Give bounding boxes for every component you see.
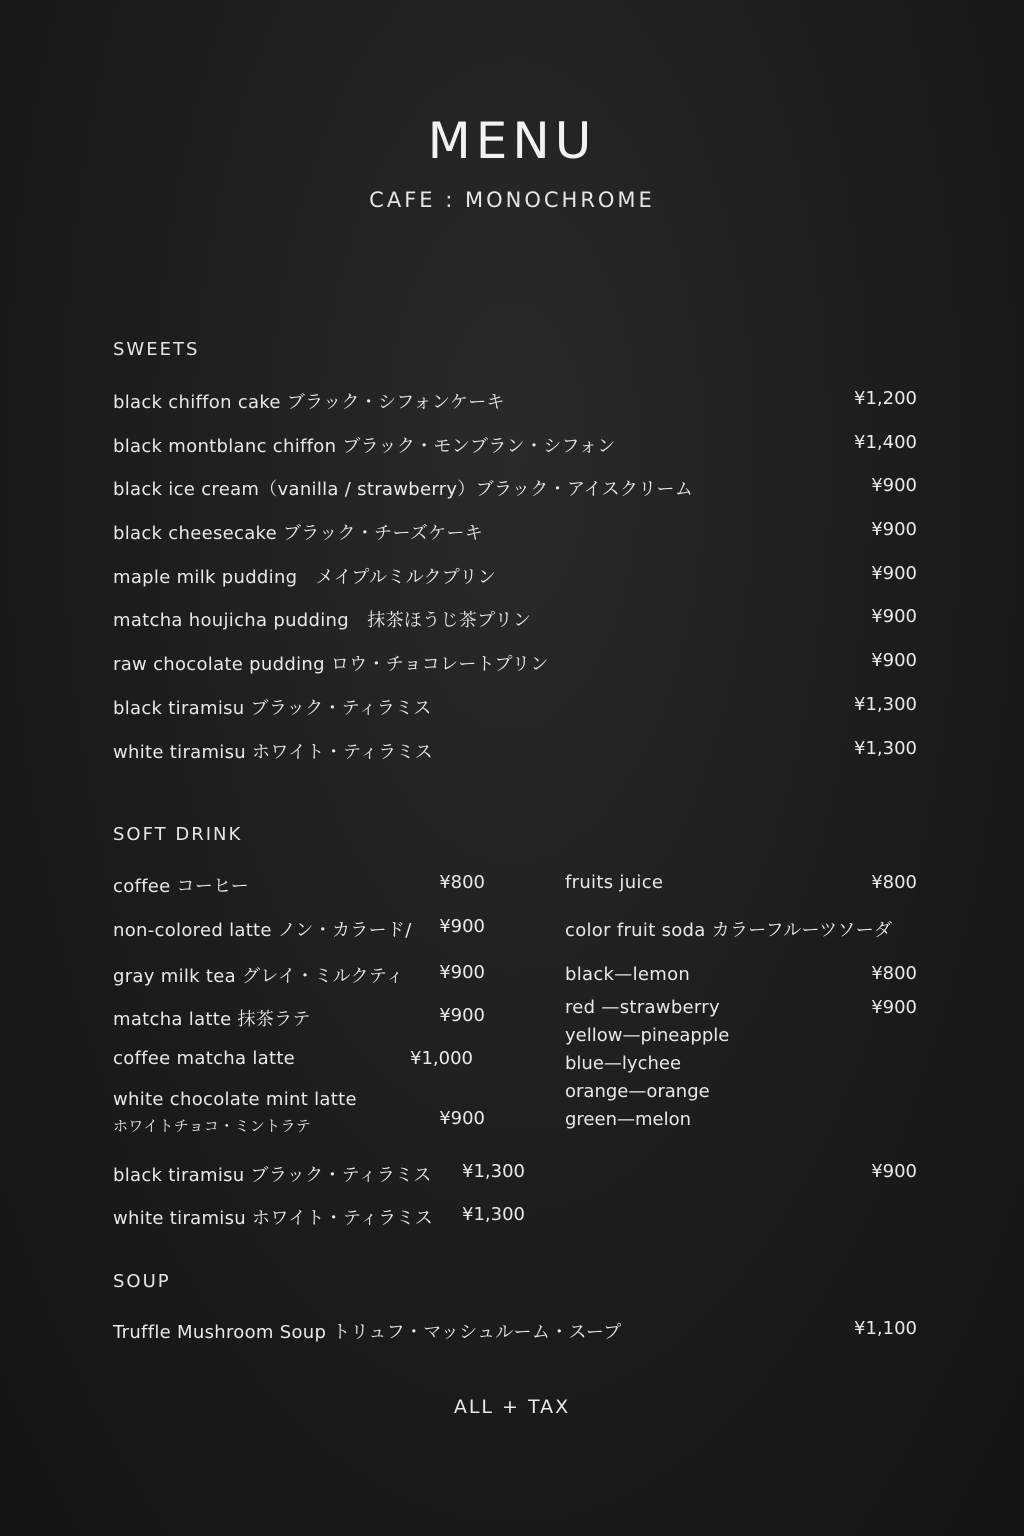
- drink-item-name: white tiramisu ホワイト・ティラミス: [113, 1208, 434, 1229]
- drink-item-price: ¥900: [439, 916, 485, 937]
- soda-color-item: green—melon: [565, 1109, 692, 1130]
- menu-item-name: white tiramisu ホワイト・ティラミス: [113, 742, 434, 763]
- drink-item-name: coffee コーヒー: [113, 876, 250, 897]
- menu-item-price: ¥900: [871, 650, 917, 671]
- menu-item-name: black chiffon cake ブラック・シフォンケーキ: [113, 392, 505, 413]
- menu-item-price: ¥900: [871, 563, 917, 584]
- soda-heading: color fruit soda カラーフルーツソーダ: [565, 920, 893, 941]
- menu-item-name: matcha houjicha pudding 抹茶ほうじ茶プリン: [113, 610, 532, 631]
- menu-item-name: black montblanc chiffon ブラック・モンブラン・シフォン: [113, 436, 616, 457]
- menu-item-name: maple milk pudding メイプルミルクプリン: [113, 567, 496, 588]
- drink-item-name: gray milk tea グレイ・ミルクティ: [113, 966, 404, 987]
- drink-item-price: ¥1,300: [462, 1204, 525, 1225]
- menu-item-name: black tiramisu ブラック・ティラミス: [113, 698, 432, 719]
- menu-item-price: ¥1,200: [854, 388, 917, 409]
- soda-color-item: orange—orange: [565, 1081, 710, 1102]
- menu-item-price: ¥900: [871, 519, 917, 540]
- drink-item-name: red —strawberry: [565, 997, 720, 1018]
- menu-item-price: ¥1,300: [854, 694, 917, 715]
- drink-item-price: ¥900: [439, 1005, 485, 1026]
- drink-item-price: ¥900: [871, 997, 917, 1018]
- drink-item-price: ¥900: [871, 1161, 917, 1182]
- menu-item-name: black ice cream（vanilla / strawberry）ブラック・アイスクリーム: [113, 479, 694, 500]
- page-title: MENU: [427, 112, 597, 170]
- section-heading-soup: SOUP: [113, 1271, 171, 1292]
- menu-item-price: ¥900: [871, 606, 917, 627]
- drink-item-name: white chocolate mint latte: [113, 1089, 357, 1110]
- drink-item-name: black tiramisu ブラック・ティラミス: [113, 1165, 432, 1186]
- drink-item-name: black—lemon: [565, 964, 691, 985]
- menu-item-price: ¥900: [871, 475, 917, 496]
- drink-item-price: ¥900: [439, 962, 485, 983]
- menu-item-name: raw chocolate pudding ロウ・チョコレートプリン: [113, 654, 549, 675]
- drink-item-price: ¥1,300: [462, 1161, 525, 1182]
- page-subtitle: CAFE : MONOCHROME: [369, 188, 655, 212]
- drink-item-name: matcha latte 抹茶ラテ: [113, 1009, 311, 1030]
- drink-item-price: ¥800: [871, 963, 917, 984]
- drink-item-price: ¥900: [439, 1108, 485, 1129]
- tax-note: ALL + TAX: [453, 1396, 571, 1418]
- soup-item-name: Truffle Mushroom Soup トリュフ・マッシュルーム・スープ: [113, 1322, 622, 1343]
- menu-item-price: ¥1,400: [854, 432, 917, 453]
- drink-item-price: ¥1,000: [410, 1048, 473, 1069]
- drink-item-name: fruits juice: [565, 872, 664, 893]
- drink-item-price: ¥800: [871, 872, 917, 893]
- drink-item-price: ¥800: [439, 872, 485, 893]
- drink-item-name: non-colored latte ノン・カラード/: [113, 920, 412, 941]
- soda-color-list: [565, 1022, 729, 1134]
- section-heading-sweets: SWEETS: [113, 339, 200, 360]
- soda-color-item: yellow—pineapple: [565, 1025, 730, 1046]
- menu-item-name: black cheesecake ブラック・チーズケーキ: [113, 523, 484, 544]
- section-heading-soft-drink: SOFT DRINK: [113, 824, 243, 845]
- drink-item-name: coffee matcha latte: [113, 1048, 296, 1069]
- soup-item-price: ¥1,100: [854, 1318, 917, 1339]
- soda-color-item: blue—lychee: [565, 1053, 682, 1074]
- menu-item-price: ¥1,300: [854, 738, 917, 759]
- drink-item-subname: ホワイトチョコ・ミントラテ: [113, 1117, 312, 1135]
